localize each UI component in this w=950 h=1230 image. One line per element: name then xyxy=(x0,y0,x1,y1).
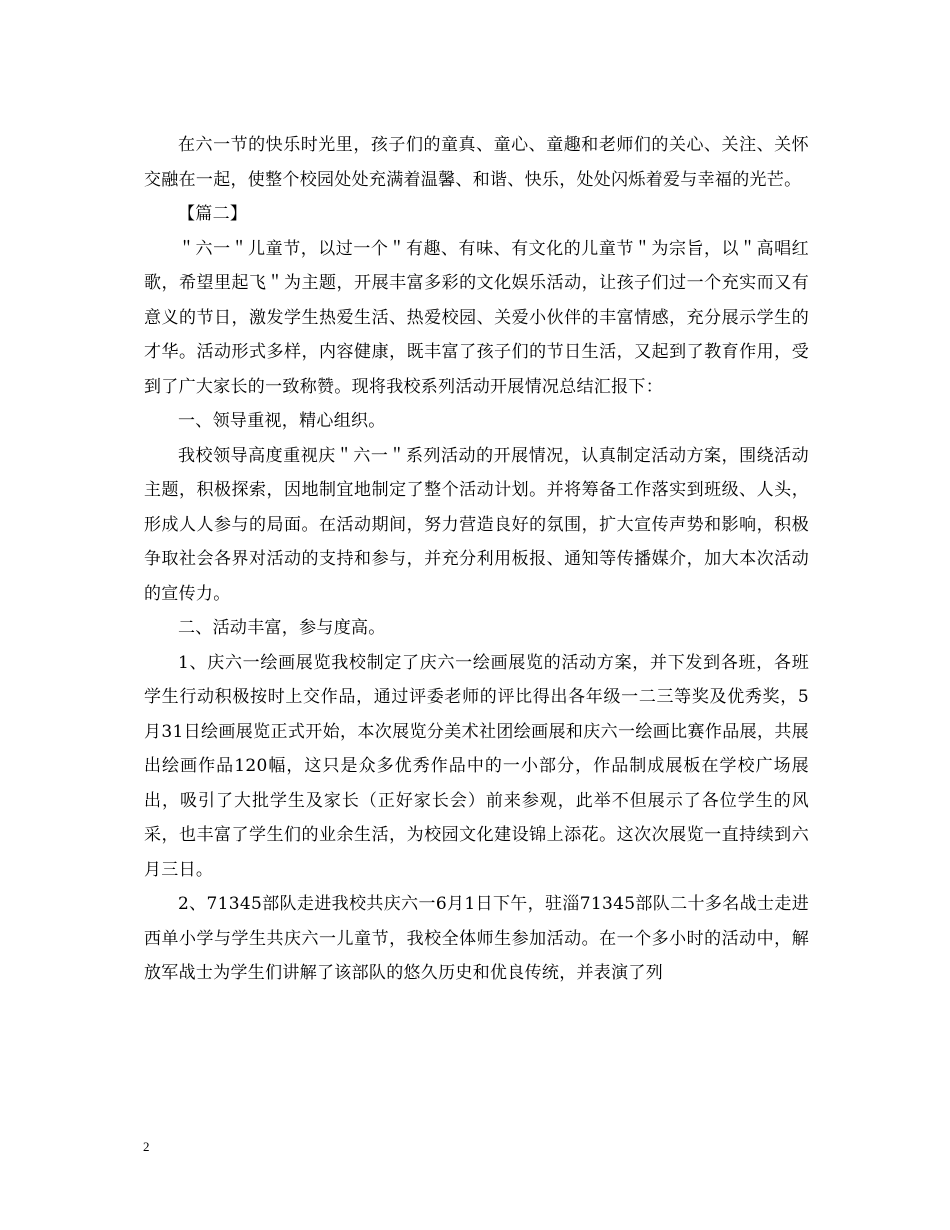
page-number: 2 xyxy=(143,1139,150,1154)
document-body xyxy=(144,128,809,991)
paragraph-painting-exhibition: 1、庆六一绘画展览我校制定了庆六一绘画展览的活动方案，并下发到各班，各班学生行动积极按时上交作品，通过评委老师的评比得出各年级一二三等奖及优秀奖，5月31日绘画展览正式开始，本次展览分美术社团绘画展和庆六一绘画比赛作品展，共展出绘画作品120幅，这只是众多优秀作品中的一小部分，作品制成展板在学校广场展出，吸引了大批学生及家长（正好家长会）前来参观，此举不但展示了各位学生的风采，也丰富了学生们的业余生活，为校园文化建设锦上添花。这次次展览一直持续到六月三日。 xyxy=(144,652,809,880)
paragraph-intro: 在六一节的快乐时光里，孩子们的童真、童心、童趣和老师们的关心、关注、关怀交融在一起，使整个校园处处充满着温馨、和谐、快乐，处处闪烁着爱与幸福的光芒。 xyxy=(144,135,809,190)
section-heading-leadership: 一、领导重视，精心组织。 xyxy=(178,411,386,431)
paragraph-army-visit: 2、71345部队走进我校共庆六一6月1日下午，驻淄71345部队二十多名战士走进西单小学与学生共庆六一儿童节，我校全体师生参加活动。在一个多小时的活动中，解放军战士为学生们讲解了该部队的悠久历史和优良传统，并表演了列 xyxy=(144,894,809,983)
paragraph-leadership: 我校领导高度重视庆＂六一＂系列活动的开展情况，认真制定活动方案，围绕活动主题，积极探索，因地制宜地制定了整个活动计划。并将筹备工作落实到班级、人头，形成人人参与的局面。在活动期间，努力营造良好的氛围，扩大宣传声势和影响，积极争取社会各界对活动的支持和参与，并充分利用板报、通知等传播媒介，加大本次活动的宣传力。 xyxy=(144,445,809,604)
paragraph-overview: ＂六一＂儿童节，以过一个＂有趣、有味、有文化的儿童节＂为宗旨，以＂高唱红歌，希望里起飞＂为主题，开展丰富多彩的文化娱乐活动，让孩子们过一个充实而又有意义的节日，激发学生热爱生活、热爱校园、关爱小伙伴的丰富情感，充分展示学生的才华。活动形式多样，内容健康，既丰富了孩子们的节日生活，又起到了教育作用，受到了广大家长的一致称赞。现将我校系列活动开展情况总结汇报下： xyxy=(144,238,809,397)
section-heading-part-two: 【篇二】 xyxy=(178,204,248,224)
section-heading-activities: 二、活动丰富，参与度高。 xyxy=(178,618,386,638)
